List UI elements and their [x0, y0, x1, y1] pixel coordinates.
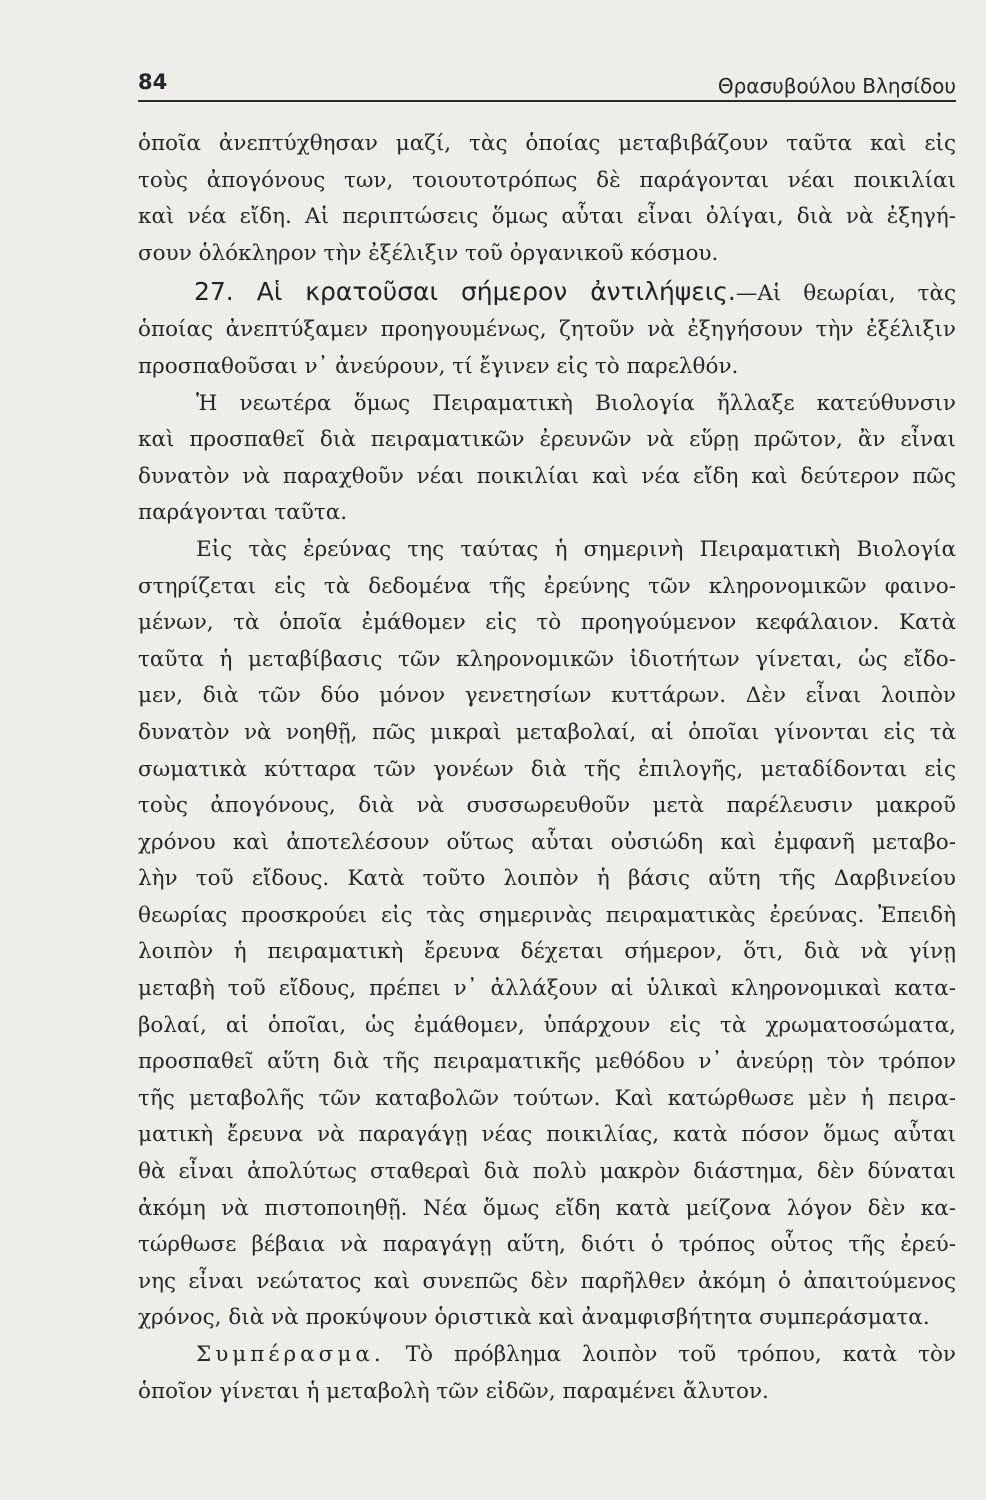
section-27 [138, 272, 956, 385]
paragraph-1 [138, 126, 956, 272]
text-line: χρόνου καὶ ἀποτελέσουν οὕτως αὗται οὐσιώδη καὶ ἐμφανῆ μεταβο- [138, 829, 956, 855]
text-line: καὶ προσπαθεῖ διὰ πειραματικῶν ἐρευνῶν νὰ εὕρῃ πρῶτον, ἂν εἶναι [138, 427, 956, 453]
paragraph-3 [138, 532, 956, 1337]
text-line: Ἡ νεωτέρα ὅμως Πειραματικὴ Βιολογία ἤλλαξε κατεύθυνσιν [196, 390, 956, 416]
text-line: δυνατὸν νὰ νοηθῇ, πῶς μικραὶ μεταβολαί, αἱ ὁποῖαι γίνονται εἰς τὰ [138, 719, 956, 745]
text-line: ταῦτα ἡ μεταβίβασις τῶν κληρονομικῶν ἰδιοτήτων γίνεται, ὡς εἴδο- [138, 646, 956, 672]
text-line: δυνατὸν νὰ παραχθοῦν νέαι ποικιλίαι καὶ νέα εἴδη καὶ δεύτερον πῶς [138, 463, 956, 489]
text-line: χρόνος, διὰ νὰ προκύψουν ὁριστικὰ καὶ ἀναμφισβήτητα συμπεράσματα. [138, 1305, 930, 1331]
body-text [138, 126, 956, 1410]
text-line: μεν, διὰ τῶν δύο μόνον γενετησίων κυττάρων. Δὲν εἶναι λοιπὸν [138, 683, 956, 709]
text-line: ὁποῖον γίνεται ἡ μεταβολὴ τῶν εἰδῶν, παραμένει ἄλυτον. [138, 1378, 769, 1404]
text-line: θὰ εἶναι ἀπολύτως σταθεραὶ διὰ πολὺ μακρὸν διάστημα, δὲν δύναται [138, 1159, 956, 1185]
text-line: ἀκόμη νὰ πιστοποιηθῇ. Νέα ὅμως εἴδη κατὰ μείζονα λόγον δὲν κα- [138, 1195, 956, 1221]
text-line: Εἰς τὰς ἐρεύνας της ταύτας ἡ σημερινὴ Πειραματικὴ Βιολογία [196, 536, 956, 562]
text-line: σωματικὰ κύτταρα τῶν γονέων διὰ τῆς ἐπιλογῆς, μεταδίδονται εἰς [138, 756, 956, 782]
text-line: καὶ νέα εἴδη. Αἱ περιπτώσεις ὅμως αὗται εἶναι ὀλίγαι, διὰ νὰ ἐξηγή- [138, 204, 956, 230]
text-line: λὴν τοῦ εἴδους. Κατὰ τοῦτο λοιπὸν ἡ βάσις αὕτη τῆς Δαρβινείου [138, 866, 956, 892]
text-line: μένων, τὰ ὁποῖα ἐμάθομεν εἰς τὸ προηγούμενον κεφάλαιον. Κατὰ [138, 610, 956, 636]
paragraph-2 [138, 386, 956, 532]
text-line: ὁποίας ἀνεπτύξαμεν προηγουμένως, ζητοῦν νὰ ἐξηγήσουν τὴν ἐξέλιξιν [138, 317, 956, 343]
text-line: τώρθωσε βέβαια νὰ παραγάγῃ αὕτη, διότι ὁ τρόπος οὗτος τῆς ἐρεύ- [138, 1232, 956, 1258]
text-line: παράγονται ταῦτα. [138, 500, 348, 526]
text-line: ματικὴ ἔρευνα νὰ παραγάγῃ νέας ποικιλίας, κατὰ πόσον ὅμως αὗται [138, 1122, 956, 1148]
text-line: βολαί, αἱ ὁποῖαι, ὡς ἐμάθομεν, ὑπάρχουν εἰς τὰ χρωματοσώματα, [138, 1012, 956, 1038]
section-heading: 27. Αἱ κρατοῦσαι σήμερον ἀντιλήψεις. [194, 277, 736, 307]
text-line: τῆς μεταβολῆς τῶν καταβολῶν τούτων. Καὶ κατώρθωσε μὲν ἡ πειρα- [138, 1085, 956, 1111]
page-number: 84 [138, 70, 168, 94]
conclusion-label: Συμπέρασμα. [196, 1342, 385, 1367]
conclusion-line [138, 1337, 956, 1374]
running-title: Θρασυβούλου Βλησίδου [717, 74, 956, 98]
text-line: λοιπὸν ἡ πειραματικὴ ἔρευνα δέχεται σήμερον, ὅτι, διὰ νὰ γίνῃ [138, 939, 956, 965]
text-line: μεταβὴ τοῦ εἴδους, πρέπει ν᾽ ἀλλάξουν αἱ ὑλικαὶ κληρονομικαὶ κατα- [138, 976, 956, 1002]
text-line: ὁποῖα ἀνεπτύχθησαν μαζί, τὰς ὁποίας μεταβιβάζουν ταῦτα καὶ εἰς [138, 131, 956, 156]
text-line: τοὺς ἀπογόνους, διὰ νὰ συσσωρευθοῦν μετὰ παρέλευσιν μακροῦ [138, 793, 956, 819]
page-header [138, 70, 956, 102]
text-line: σουν ὁλόκληρον τὴν ἐξέλιξιν τοῦ ὀργανικοῦ κόσμου. [138, 240, 719, 266]
conclusion [138, 1337, 956, 1410]
text-line: προσπαθεῖ αὕτη διὰ τῆς πειραματικῆς μεθόδου ν᾽ ἀνεύρῃ τὸν τρόπον [138, 1049, 956, 1075]
text-line: στηρίζεται εἰς τὰ δεδομένα τῆς ἐρεύνης τῶν κληρονομικῶν φαινο- [138, 573, 956, 599]
section-heading-line [138, 272, 956, 312]
text-line: προσπαθοῦσαι ν᾽ ἀνεύρουν, τί ἔγινεν εἰς τὸ παρελθόν. [138, 353, 739, 379]
text-line: θεωρίας προσκρούει εἰς τὰς σημερινὰς πειραματικὰς ἐρεύνας. Ἐπειδὴ [138, 902, 956, 928]
text-line: τοὺς ἀπογόνους των, τοιουτοτρόπως δὲ παράγονται νέαι ποικιλίαι [138, 167, 956, 193]
section-heading-continuation: —Αἱ θεωρίαι, τὰς [735, 281, 957, 307]
text-line: νης εἶναι νεώτατος καὶ συνεπῶς δὲν παρῆλθεν ἀκόμη ὁ ἀπαιτούμενος [138, 1268, 956, 1294]
conclusion-text: Τὸ πρόβλημα λοιπὸν τοῦ τρόπου, κατὰ τὸν [405, 1342, 956, 1367]
